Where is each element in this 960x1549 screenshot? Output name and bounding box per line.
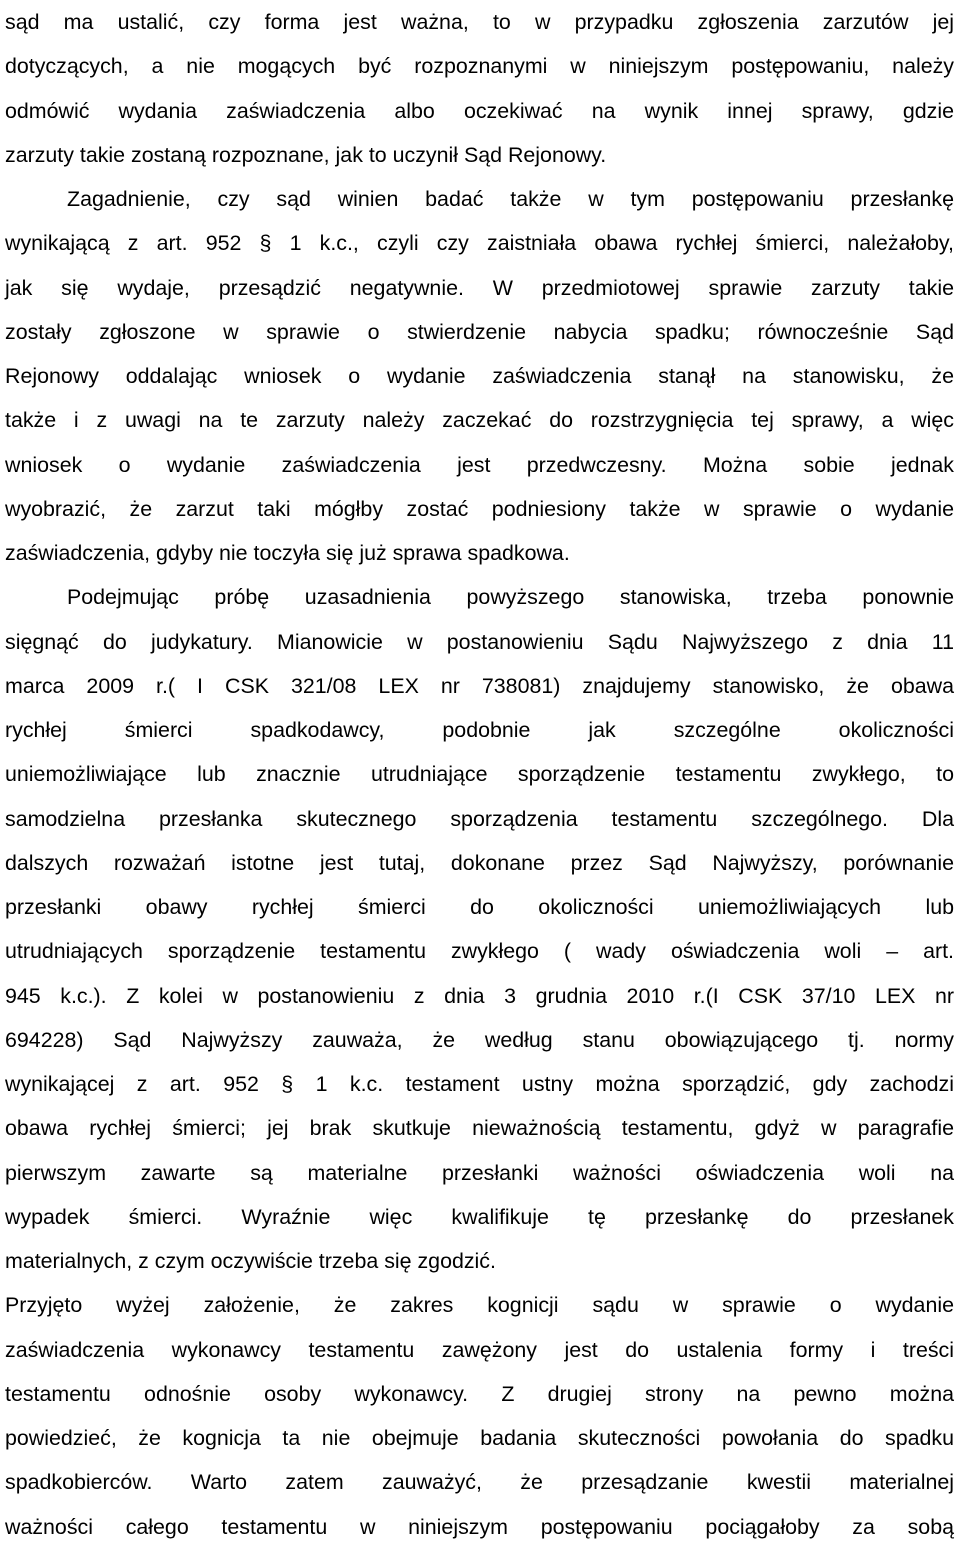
paragraph-3 (5, 575, 954, 1283)
text-line: zaświadczenia wykonawcy testamentu zawężony jest do ustalenia formy i treści (5, 1337, 954, 1362)
text-line: wniosek o wydanie zaświadczenia jest przedwczesny. Można sobie jednak (5, 452, 954, 477)
text-line: sięgnąć do judykatury. Mianowicie w postanowieniu Sądu Najwyższego z dnia 11 (5, 629, 954, 654)
paragraph-4 (5, 1283, 954, 1549)
text-line: pierwszym zawarte są materialne przesłanki ważności oświadczenia woli na (5, 1160, 954, 1185)
text-line: utrudniających sporządzenie testamentu zwykłego ( wady oświadczenia woli – art. (5, 939, 954, 964)
text-line: zarzuty takie zostaną rozpoznane, jak to uczynił Sąd Rejonowy. (5, 142, 607, 167)
text-line: dalszych rozważań istotne jest tutaj, dokonane przez Sąd Najwyższy, porównanie (5, 850, 954, 875)
text-line: przesłanki obawy rychłej śmierci do okoliczności uniemożliwiających lub (5, 895, 954, 919)
text-line: testamentu odnośnie osoby wykonawcy. Z drugiej strony na pewno można (5, 1381, 954, 1406)
text-line: samodzielna przesłanka skutecznego sporządzenia testamentu szczególnego. Dla (5, 806, 954, 831)
paragraph-2 (5, 177, 954, 575)
text-line: wyobrazić, że zarzut taki mógłby zostać podniesiony także w sprawie o wydanie (5, 496, 954, 521)
text-line: rychłej śmierci spadkodawcy, podobnie jak szczególne okoliczności (5, 718, 954, 742)
text-line: jak się wydaje, przesądzić negatywnie. W przedmiotowej sprawie zarzuty takie (5, 275, 954, 300)
text-line: odmówić wydania zaświadczenia albo oczekiwać na wynik innej sprawy, gdzie (5, 98, 954, 123)
text-line: 945 k.c.). Z kolei w postanowieniu z dnia 3 grudnia 2010 r.(I CSK 37/10 LEX nr (5, 983, 954, 1008)
text-line: sąd ma ustalić, czy forma jest ważna, to w przypadku zgłoszenia zarzutów jej (5, 10, 954, 34)
text-line: 694228) Sąd Najwyższy zauważa, że według stanu obowiązującego tj. normy (5, 1027, 954, 1052)
text-line: Rejonowy oddalając wniosek o wydanie zaświadczenia stanął na stanowisku, że (5, 364, 954, 388)
text-line: wynikającą z art. 952 § 1 k.c., czyli czy zaistniała obawa rychłej śmierci, należałoby, (5, 231, 954, 256)
text-line: zostały zgłoszone w sprawie o stwierdzenie nabycia spadku; równocześnie Sąd (5, 319, 954, 344)
text-line: wynikającej z art. 952 § 1 k.c. testament ustny można sporządzić, gdy zachodzi (5, 1072, 954, 1096)
text-line: uniemożliwiające lub znacznie utrudniające sporządzenie testamentu zwykłego, to (5, 762, 954, 787)
text-line: Zagadnienie, czy sąd winien badać także w tym postępowaniu przesłankę (67, 187, 954, 211)
text-line: powiedzieć, że kognicja ta nie obejmuje badania skuteczności powołania do spadku (5, 1426, 954, 1450)
text-line: dotyczących, a nie mogących być rozpoznanymi w niniejszym postępowaniu, należy (5, 54, 954, 79)
text-line: materialnych, z czym oczywiście trzeba się zgodzić. (5, 1249, 496, 1273)
text-line: Podejmując próbę uzasadnienia powyższego stanowiska, trzeba ponownie (67, 585, 954, 610)
text-line: Przyjęto wyżej założenie, że zakres kognicji sądu w sprawie o wydanie (5, 1293, 954, 1318)
text-line: wypadek śmierci. Wyraźnie więc kwalifikuje tę przesłankę do przesłanek (5, 1204, 954, 1229)
text-line: spadkobierców. Warto zatem zauważyć, że przesądzanie kwestii materialnej (5, 1470, 954, 1495)
paragraph-1 (5, 0, 954, 177)
text-line: marca 2009 r.( I CSK 321/08 LEX nr 738081) znajdujemy stanowisko, że obawa (5, 673, 954, 698)
text-line: zaświadczenia, gdyby nie toczyła się już sprawa spadkowa. (5, 541, 570, 565)
text-line: obawa rychłej śmierci; jej brak skutkuje nieważnością testamentu, gdyż w paragrafie (5, 1116, 954, 1141)
text-line: ważności całego testamentu w niniejszym postępowaniu pociągałoby za sobą (5, 1514, 954, 1539)
text-line: także i z uwagi na te zarzuty należy zaczekać do rozstrzygnięcia tej sprawy, a więc (5, 408, 954, 433)
